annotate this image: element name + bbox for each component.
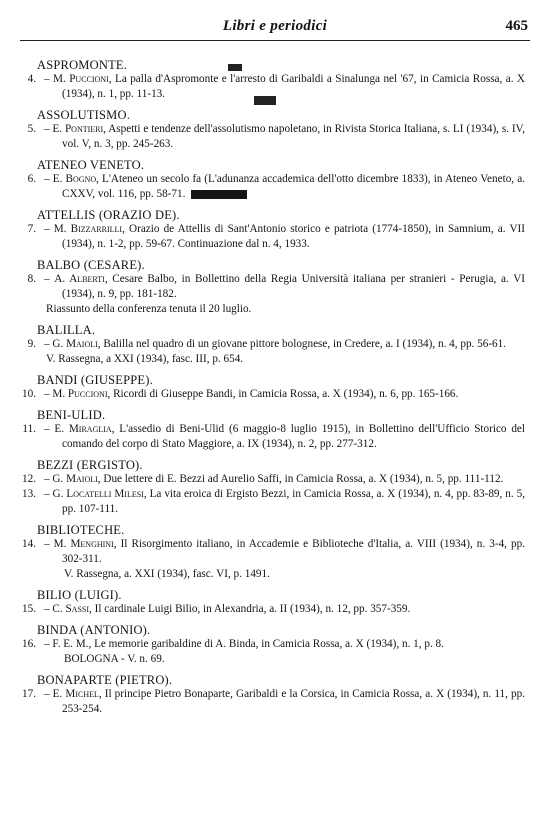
bibliography-entry: 13. – G. Locatelli Milesi, La vita eroica di Ergisto Bezzi, in Camicia Rossa, a. X (1934), n. 4, pp. 83-89, n. 5, pp. 107-111.: [20, 487, 525, 517]
entry-author: C. Sassi: [52, 603, 90, 615]
bibliography-entry: 15. – C. Sassi, Il cardinale Luigi Bilio, in Alexandria, a. II (1934), n. 12, pp. 357-359.: [20, 602, 525, 617]
entry-number: 16.: [22, 638, 36, 650]
entry-citation: , Balilla nel quadro di un giovane pittore bolognese, in Credere, a. I (1934), n. 4, pp. 56-61.: [97, 338, 507, 350]
entry-citation: , Ricordi di Giuseppe Bandi, in Camicia Rossa, a. X (1934), n. 6, pp. 165-166.: [107, 388, 459, 400]
section-heading: BEZZI (ERGISTO).: [37, 458, 143, 472]
entry-citation: , La vita eroica di Ergisto Bezzi, in Camicia Rossa, a. X (1934), n. 4, pp. 83-89, n. 5, pp. 107-111.: [62, 488, 525, 515]
entry-citation: , L'assedio di Beni-Ulid (6 maggio-8 luglio 1915), in Bollettino dell'Ufficio Storico del comando del corpo di Stato Maggiore, a. IX (1934), n. 2, pp. 277-312.: [62, 423, 525, 450]
page-header: [20, 18, 530, 41]
section-heading: BONAPARTE (PIETRO).: [37, 673, 173, 687]
section-heading: BALBO (CESARE).: [37, 258, 145, 272]
entry-author: E. Pontieri: [52, 123, 104, 135]
entry-author: G. Locatelli Milesi: [52, 488, 144, 500]
bibliography-entry: 9. – G. Maioli, Balilla nel quadro di un giovane pittore bolognese, in Credere, a. I (1934), n. 4, pp. 56-61.: [20, 337, 525, 352]
bibliography-entry: 16. – F. E. M., Le memorie garibaldine di A. Binda, in Camicia Rossa, a. X (1934), n. 1, p. 8.: [20, 637, 525, 652]
section-heading: ASPROMONTE.: [37, 58, 128, 72]
entry-citation: , L'Ateneo un secolo fa (L'adunanza accademica dell'otto dicembre 1833), in Ateneo Veneto, a. CXXV, vol. 116, pp. 58-71.: [62, 173, 525, 200]
entry-author: M. Puccioni: [52, 388, 108, 400]
bibliography-entry: 6. – E. Bogno, L'Ateneo un secolo fa (L'adunanza accademica dell'otto dicembre 1833), in Ateneo Veneto, a. CXXV, vol. 116, pp. 58-71.: [20, 172, 525, 202]
entry-number: 10.: [22, 388, 36, 400]
section-heading: ASSOLUTISMO.: [37, 108, 131, 122]
section-heading: BALILLA.: [37, 323, 96, 337]
entry-author: G. Maioli: [52, 473, 98, 485]
entry-note: BOLOGNA - V. n. 69.: [64, 653, 165, 665]
entry-author: M. Bizzarrilli: [53, 223, 123, 235]
entry-citation: , Il Risorgimento italiano, in Accademie e Biblioteche d'Italia, a. VIII (1934), n. 3-4, pp. 302-311.: [62, 538, 526, 565]
bibliography-entry: 17. – E. Michel, Il principe Pietro Bonaparte, Garibaldi e la Corsica, in Camicia Rossa, a. X (1934), n. 11, pp. 253-254.: [20, 687, 525, 717]
entry-citation: , La palla d'Aspromonte e l'arresto di Garibaldi a Sinalunga nel '67, in Camicia Rossa, a. X (1934), n. 1, pp. 11-13.: [62, 73, 526, 100]
entry-number: 7.: [27, 223, 36, 235]
page-number: 465: [505, 18, 528, 34]
entry-number: 13.: [22, 488, 36, 500]
section-heading: ATTELLIS (ORAZIO DE).: [37, 208, 180, 222]
entry-number: 9.: [27, 338, 36, 350]
entry-number: 14.: [22, 538, 36, 550]
running-title: Libri e periodici: [222, 18, 328, 34]
section-heading: BIBLIOTECHE.: [37, 523, 125, 537]
section-heading: BINDA (ANTONIO).: [37, 623, 151, 637]
bibliography-entry: 10. – M. Puccioni, Ricordi di Giuseppe Bandi, in Camicia Rossa, a. X (1934), n. 6, pp. 165-166.: [20, 387, 525, 402]
entry-citation: , Le memorie garibaldine di A. Binda, in Camicia Rossa, a. X (1934), n. 1, p. 8.: [88, 638, 444, 650]
entry-author: E. Bogno: [52, 173, 97, 185]
entry-note: V. Rassegna, a. XXI (1934), fasc. VI, p. 1491.: [64, 568, 270, 580]
entry-author: G. Maioli: [52, 338, 98, 350]
bibliography-entry: 14. – M. Menghini, Il Risorgimento italiano, in Accademie e Biblioteche d'Italia, a. VIII (1934), n. 3-4, pp. 302-311.: [20, 537, 525, 567]
section-heading: BILIO (LUIGI).: [37, 588, 122, 602]
entry-number: 4.: [27, 73, 36, 85]
bibliography-entry: 8. – A. Alberti, Cesare Balbo, in Bollettino della Regia Università italiana per stranieri - Perugia, a. VI (1934), n. 9, pp. 181-182.: [20, 272, 525, 302]
entry-citation: , Aspetti e tendenze dell'assolutismo napoletano, in Rivista Storica Italiana, s. LI (1934), s. IV, vol. V, n. 3, pp. 245-263.: [62, 123, 525, 150]
entry-number: 11.: [22, 423, 36, 435]
entry-number: 8.: [27, 273, 36, 285]
entry-number: 6.: [27, 173, 36, 185]
entry-author: M. Puccioni: [53, 73, 109, 85]
entry-author: E. Michel: [52, 688, 99, 700]
entry-number: 5.: [27, 123, 36, 135]
entry-number: 17.: [22, 688, 36, 700]
entry-note: V. Rassegna, a XXI (1934), fasc. III, p. 654.: [46, 353, 244, 365]
redaction-mark: [191, 190, 247, 199]
entry-citation: , Il principe Pietro Bonaparte, Garibaldi e la Corsica, in Camicia Rossa, a. X (1934), n. 11, pp. 253-254.: [62, 688, 525, 715]
entry-number: 12.: [22, 473, 36, 485]
entry-author: M. Menghini: [53, 538, 114, 550]
entry-author: E. Miraglia: [54, 423, 112, 435]
entry-citation: , Due lettere di E. Bezzi ad Aurelio Saffi, in Camicia Rossa, a. X (1934), n. 5, pp. 111-112.: [97, 473, 504, 485]
bibliography-entry: 7. – M. Bizzarrilli, Orazio de Attellis di Sant'Antonio storico e patriota (1774-1850), in Samnium, a. VII (1934), n. 1-2, pp. 59-67. Continuazione dal n. 4, 1933.: [20, 222, 525, 252]
section-heading: BENI-ULID.: [37, 408, 106, 422]
bibliography-entry: 5. – E. Pontieri, Aspetti e tendenze dell'assolutismo napoletano, in Rivista Storica Italiana, s. LI (1934), s. IV, vol. V, n. 3, pp. 245-263.: [20, 122, 525, 152]
entry-citation: , Orazio de Attellis di Sant'Antonio storico e patriota (1774-1850), in Samnium, a. VII (1934), n. 1-2, pp. 59-67. Continuazione dal n. 4, 1933.: [62, 223, 526, 250]
entry-citation: , Il cardinale Luigi Bilio, in Alexandria, a. II (1934), n. 12, pp. 357-359.: [89, 603, 411, 615]
entry-author: F. E. M.: [52, 638, 89, 650]
section-heading: BANDI (GIUSEPPE).: [37, 373, 153, 387]
entry-author: A. Alberti: [54, 273, 105, 285]
bibliography-entry: 12. – G. Maioli, Due lettere di E. Bezzi ad Aurelio Saffi, in Camicia Rossa, a. X (1934), n. 5, pp. 111-112.: [20, 472, 525, 487]
section-heading: ATENEO VENETO.: [37, 158, 145, 172]
bibliography-entry: 11. – E. Miraglia, L'assedio di Beni-Ulid (6 maggio-8 luglio 1915), in Bollettino dell'Ufficio Storico del comando del corpo di Stato Maggiore, a. IX (1934), n. 2, pp. 277-312.: [20, 422, 525, 452]
entry-citation: , Cesare Balbo, in Bollettino della Regia Università italiana per stranieri - Perugia, a. VI (1934), n. 9, pp. 181-182.: [62, 273, 525, 300]
entry-number: 15.: [22, 603, 36, 615]
bibliography-list: [20, 58, 525, 717]
bibliography-entry: 4. – M. Puccioni, La palla d'Aspromonte e l'arresto di Garibaldi a Sinalunga nel '67, in Camicia Rossa, a. X (1934), n. 1, pp. 11-13.: [20, 72, 525, 102]
entry-note: Riassunto della conferenza tenuta il 20 luglio.: [46, 303, 252, 315]
